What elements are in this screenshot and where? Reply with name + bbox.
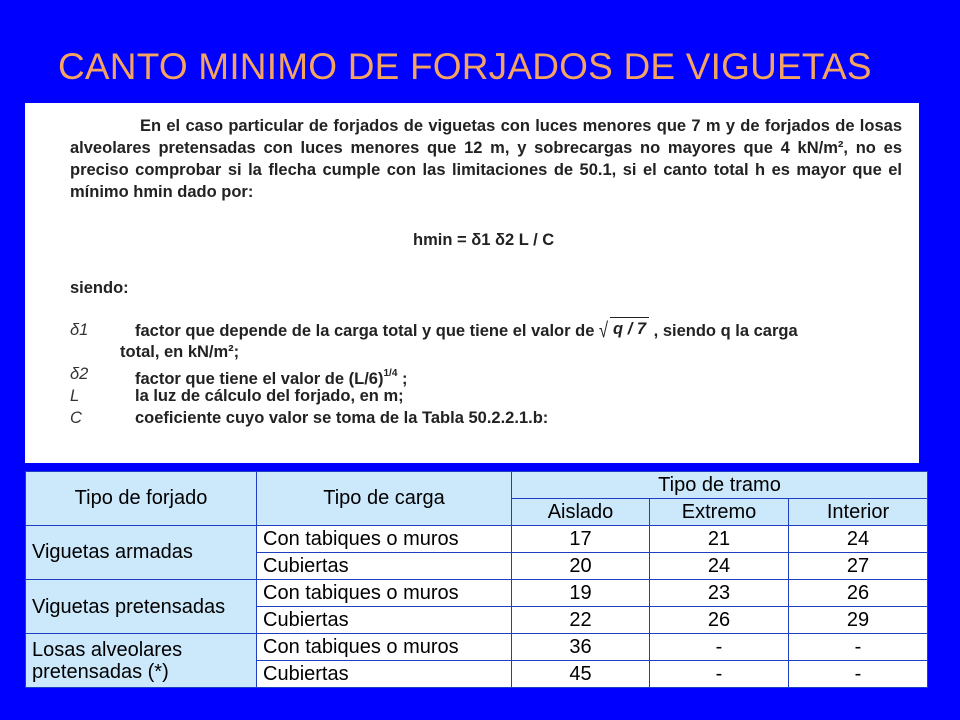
header-interior: Interior [789, 499, 928, 526]
definition-symbol: δ2 [70, 365, 89, 383]
sqrt-icon: √ [598, 319, 609, 343]
row-carga: Con tabiques o muros [257, 634, 512, 661]
row-carga: Con tabiques o muros [257, 580, 512, 607]
cell-value: 26 [789, 580, 928, 607]
definitions-list [70, 319, 900, 429]
definition-text: factor que depende de la carga total y que tiene el valor de [135, 322, 595, 340]
row-label-losas-alveolares: Losas alveolares pretensadas (*) [26, 634, 257, 688]
definition-text: coeficiente cuyo valor se toma de la Tabla 50.2.2.1.b: [135, 409, 549, 427]
table-row [26, 634, 928, 661]
cell-value: 22 [512, 607, 650, 634]
definition-symbol: L [70, 387, 80, 405]
cell-value: - [650, 661, 789, 688]
cell-value: 19 [512, 580, 650, 607]
row-carga: Cubiertas [257, 661, 512, 688]
table-row [26, 526, 928, 553]
cell-value: 23 [650, 580, 789, 607]
cell-value: 27 [789, 553, 928, 580]
cell-value: 24 [650, 553, 789, 580]
definition-text-after: , siendo q la carga [653, 322, 798, 340]
definition-delta1-continuation [70, 341, 900, 363]
definition-delta2 [70, 363, 900, 388]
header-tipo-forjado: Tipo de forjado [26, 472, 257, 526]
cell-value: 26 [650, 607, 789, 634]
definition-text: la luz de cálculo del forjado, en m; [135, 387, 404, 405]
slide-title: CANTO MINIMO DE FORJADOS DE VIGUETAS [58, 46, 872, 87]
table-row [26, 580, 928, 607]
row-label-viguetas-armadas: Viguetas armadas [26, 526, 257, 580]
formula: hmin = δ1 δ2 L / C [413, 231, 555, 249]
siendo-label: siendo: [70, 279, 129, 297]
cell-value: - [789, 634, 928, 661]
definition-text-after: ; [401, 370, 408, 388]
cell-value: 29 [789, 607, 928, 634]
cell-value: 20 [512, 553, 650, 580]
definition-L [70, 385, 900, 407]
definition-C [70, 407, 900, 429]
cell-value: 17 [512, 526, 650, 553]
definition-continuation: total, en kN/m²; [120, 343, 240, 361]
header-tipo-tramo: Tipo de tramo [512, 472, 928, 499]
cell-value: - [650, 634, 789, 661]
header-aislado: Aislado [512, 499, 650, 526]
header-extremo: Extremo [650, 499, 789, 526]
exponent: 1/4 [383, 368, 398, 379]
row-label-viguetas-pretensadas: Viguetas pretensadas [26, 580, 257, 634]
row-carga: Cubiertas [257, 607, 512, 634]
cell-value: 21 [650, 526, 789, 553]
header-tipo-carga: Tipo de carga [257, 472, 512, 526]
definition-symbol: C [70, 409, 82, 427]
cell-value: 36 [512, 634, 650, 661]
radicand: q / 7 [610, 317, 649, 340]
cell-value: 24 [789, 526, 928, 553]
definition-delta1 [70, 319, 900, 341]
document-excerpt [25, 103, 919, 463]
definition-symbol: δ1 [70, 321, 89, 339]
cell-value: - [789, 661, 928, 688]
table-header-row [26, 472, 928, 499]
definition-text: factor que tiene el valor de (L/6) [135, 370, 384, 388]
coefficient-table [25, 471, 928, 688]
cell-value: 45 [512, 661, 650, 688]
row-carga: Con tabiques o muros [257, 526, 512, 553]
row-carga: Cubiertas [257, 553, 512, 580]
intro-paragraph: En el caso particular de forjados de viguetas con luces menores que 7 m y de forjados de losas alveolares pretensadas con luces menores que 12 m, y sobrecargas no mayores que 4 kN/m², no es preciso comprobar si la flecha cumple con las limitaciones de 50.1, si el canto total h es mayor que el mínimo hmin dado por: [70, 117, 902, 201]
